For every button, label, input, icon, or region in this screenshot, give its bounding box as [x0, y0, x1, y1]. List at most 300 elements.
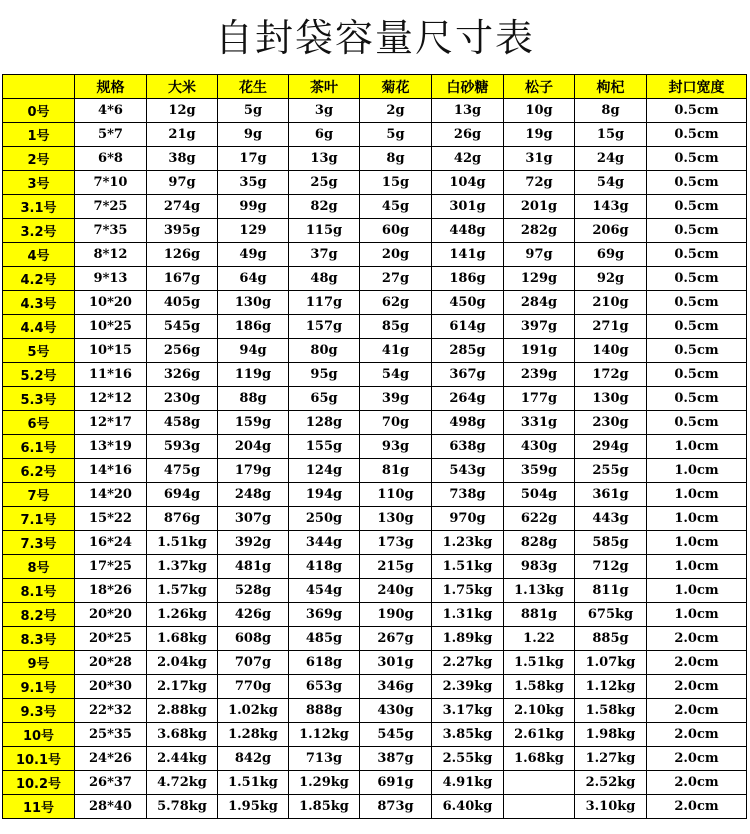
peanut-cell: 49g [218, 243, 289, 267]
chrysanthemum-cell: 54g [360, 363, 432, 387]
tea-cell: 485g [289, 627, 360, 651]
tea-cell: 25g [289, 171, 360, 195]
chrysanthemum-cell: 215g [360, 555, 432, 579]
peanut-cell: 130g [218, 291, 289, 315]
table-row [3, 363, 747, 387]
seal-width-cell: 0.5cm [647, 99, 747, 123]
rice-cell: 3.68kg [147, 723, 218, 747]
size-cell: 9.1号 [3, 675, 75, 699]
peanut-cell: 35g [218, 171, 289, 195]
chrysanthemum-cell: 110g [360, 483, 432, 507]
tea-cell: 48g [289, 267, 360, 291]
size-cell: 9.3号 [3, 699, 75, 723]
pine-nut-cell: 201g [504, 195, 575, 219]
spec-cell: 10*25 [75, 315, 147, 339]
peanut-cell: 186g [218, 315, 289, 339]
pine-nut-cell: 10g [504, 99, 575, 123]
seal-width-cell: 1.0cm [647, 579, 747, 603]
tea-cell: 888g [289, 699, 360, 723]
pine-nut-cell: 1.22 [504, 627, 575, 651]
seal-width-cell: 1.0cm [647, 483, 747, 507]
goji-cell: 585g [575, 531, 647, 555]
sugar-cell: 3.85kg [432, 723, 504, 747]
chrysanthemum-cell: 39g [360, 387, 432, 411]
sugar-cell: 1.23kg [432, 531, 504, 555]
pine-nut-cell: 1.68kg [504, 747, 575, 771]
goji-cell: 294g [575, 435, 647, 459]
chrysanthemum-cell: 873g [360, 795, 432, 819]
table-row [3, 243, 747, 267]
table-row [3, 699, 747, 723]
page-title: 自封袋容量尺寸表 [214, 16, 535, 60]
seal-width-cell: 1.0cm [647, 435, 747, 459]
spec-cell: 13*19 [75, 435, 147, 459]
goji-cell: 3.10kg [575, 795, 647, 819]
tea-cell: 128g [289, 411, 360, 435]
spec-cell: 4*6 [75, 99, 147, 123]
seal-width-cell: 0.5cm [647, 267, 747, 291]
peanut-cell: 481g [218, 555, 289, 579]
spec-cell: 7*35 [75, 219, 147, 243]
pine-nut-cell: 129g [504, 267, 575, 291]
rice-cell: 876g [147, 507, 218, 531]
size-cell: 4.4号 [3, 315, 75, 339]
sugar-cell: 13g [432, 99, 504, 123]
size-cell: 7号 [3, 483, 75, 507]
peanut-cell: 426g [218, 603, 289, 627]
peanut-cell: 179g [218, 459, 289, 483]
size-cell: 2号 [3, 147, 75, 171]
goji-cell: 443g [575, 507, 647, 531]
goji-cell: 1.58kg [575, 699, 647, 723]
goji-cell: 92g [575, 267, 647, 291]
tea-cell: 117g [289, 291, 360, 315]
size-cell: 4号 [3, 243, 75, 267]
pine-nut-cell: 282g [504, 219, 575, 243]
peanut-cell: 608g [218, 627, 289, 651]
peanut-cell: 17g [218, 147, 289, 171]
pine-nut-cell: 191g [504, 339, 575, 363]
table-row [3, 291, 747, 315]
spec-cell: 12*17 [75, 411, 147, 435]
seal-width-cell: 2.0cm [647, 699, 747, 723]
tea-cell: 344g [289, 531, 360, 555]
rice-cell: 405g [147, 291, 218, 315]
pine-nut-cell: 1.13kg [504, 579, 575, 603]
sugar-cell: 2.55kg [432, 747, 504, 771]
rice-cell: 5.78kg [147, 795, 218, 819]
seal-width-cell: 0.5cm [647, 291, 747, 315]
header-cell-corner [3, 75, 75, 99]
spec-cell: 20*30 [75, 675, 147, 699]
spec-cell: 14*20 [75, 483, 147, 507]
peanut-cell: 1.28kg [218, 723, 289, 747]
chrysanthemum-cell: 130g [360, 507, 432, 531]
pine-nut-cell: 19g [504, 123, 575, 147]
tea-cell: 115g [289, 219, 360, 243]
spec-cell: 14*16 [75, 459, 147, 483]
header-cell-chrysanthemum: 菊花 [360, 75, 432, 99]
sugar-cell: 6.40kg [432, 795, 504, 819]
goji-cell: 140g [575, 339, 647, 363]
goji-cell: 361g [575, 483, 647, 507]
spec-cell: 18*26 [75, 579, 147, 603]
sugar-cell: 26g [432, 123, 504, 147]
table-row [3, 435, 747, 459]
chrysanthemum-cell: 45g [360, 195, 432, 219]
rice-cell: 2.17kg [147, 675, 218, 699]
goji-cell: 271g [575, 315, 647, 339]
tea-cell: 95g [289, 363, 360, 387]
table-row [3, 531, 747, 555]
table-row [3, 483, 747, 507]
rice-cell: 545g [147, 315, 218, 339]
spec-cell: 16*24 [75, 531, 147, 555]
seal-width-cell: 2.0cm [647, 795, 747, 819]
spec-cell: 7*25 [75, 195, 147, 219]
pine-nut-cell: 97g [504, 243, 575, 267]
tea-cell: 1.85kg [289, 795, 360, 819]
table-row [3, 795, 747, 819]
size-cell: 5号 [3, 339, 75, 363]
size-cell: 1号 [3, 123, 75, 147]
table-row [3, 411, 747, 435]
seal-width-cell: 0.5cm [647, 387, 747, 411]
chrysanthemum-cell: 387g [360, 747, 432, 771]
seal-width-cell: 2.0cm [647, 627, 747, 651]
sugar-cell: 738g [432, 483, 504, 507]
spec-cell: 20*28 [75, 651, 147, 675]
pine-nut-cell: 2.61kg [504, 723, 575, 747]
size-cell: 4.2号 [3, 267, 75, 291]
peanut-cell: 842g [218, 747, 289, 771]
size-cell: 8号 [3, 555, 75, 579]
rice-cell: 12g [147, 99, 218, 123]
size-cell: 6号 [3, 411, 75, 435]
goji-cell: 712g [575, 555, 647, 579]
goji-cell: 143g [575, 195, 647, 219]
spec-cell: 11*16 [75, 363, 147, 387]
spec-cell: 10*15 [75, 339, 147, 363]
rice-cell: 1.26kg [147, 603, 218, 627]
pine-nut-cell [504, 771, 575, 795]
chrysanthemum-cell: 2g [360, 99, 432, 123]
spec-cell: 10*20 [75, 291, 147, 315]
tea-cell: 1.12kg [289, 723, 360, 747]
peanut-cell: 64g [218, 267, 289, 291]
pine-nut-cell: 397g [504, 315, 575, 339]
sugar-cell: 1.51kg [432, 555, 504, 579]
table-row [3, 99, 747, 123]
seal-width-cell: 2.0cm [647, 747, 747, 771]
sugar-cell: 1.75kg [432, 579, 504, 603]
table-row [3, 603, 747, 627]
spec-cell: 7*10 [75, 171, 147, 195]
seal-width-cell: 0.5cm [647, 315, 747, 339]
table-row [3, 747, 747, 771]
rice-cell: 694g [147, 483, 218, 507]
chrysanthemum-cell: 5g [360, 123, 432, 147]
peanut-cell: 392g [218, 531, 289, 555]
chrysanthemum-cell: 15g [360, 171, 432, 195]
tea-cell: 82g [289, 195, 360, 219]
rice-cell: 326g [147, 363, 218, 387]
header-cell-sugar: 白砂糖 [432, 75, 504, 99]
tea-cell: 653g [289, 675, 360, 699]
table-row [3, 675, 747, 699]
pine-nut-cell: 284g [504, 291, 575, 315]
chrysanthemum-cell: 301g [360, 651, 432, 675]
sugar-cell: 141g [432, 243, 504, 267]
peanut-cell: 159g [218, 411, 289, 435]
rice-cell: 2.44kg [147, 747, 218, 771]
peanut-cell: 307g [218, 507, 289, 531]
rice-cell: 97g [147, 171, 218, 195]
pine-nut-cell: 828g [504, 531, 575, 555]
table-row [3, 723, 747, 747]
chrysanthemum-cell: 60g [360, 219, 432, 243]
tea-cell: 157g [289, 315, 360, 339]
rice-cell: 256g [147, 339, 218, 363]
goji-cell: 8g [575, 99, 647, 123]
spec-cell: 26*37 [75, 771, 147, 795]
goji-cell: 54g [575, 171, 647, 195]
size-cell: 0号 [3, 99, 75, 123]
rice-cell: 1.37kg [147, 555, 218, 579]
table-row [3, 147, 747, 171]
pine-nut-cell: 31g [504, 147, 575, 171]
rice-cell: 475g [147, 459, 218, 483]
sugar-cell: 543g [432, 459, 504, 483]
tea-cell: 155g [289, 435, 360, 459]
rice-cell: 4.72kg [147, 771, 218, 795]
seal-width-cell: 0.5cm [647, 219, 747, 243]
header-cell-goji: 枸杞 [575, 75, 647, 99]
spec-cell: 28*40 [75, 795, 147, 819]
table-row [3, 555, 747, 579]
seal-width-cell: 1.0cm [647, 459, 747, 483]
size-cell: 3.2号 [3, 219, 75, 243]
rice-cell: 167g [147, 267, 218, 291]
sugar-cell: 450g [432, 291, 504, 315]
table-row [3, 123, 747, 147]
goji-cell: 811g [575, 579, 647, 603]
pine-nut-cell: 1.51kg [504, 651, 575, 675]
sugar-cell: 638g [432, 435, 504, 459]
spec-cell: 24*26 [75, 747, 147, 771]
tea-cell: 250g [289, 507, 360, 531]
chrysanthemum-cell: 173g [360, 531, 432, 555]
sugar-cell: 448g [432, 219, 504, 243]
peanut-cell: 119g [218, 363, 289, 387]
goji-cell: 675kg [575, 603, 647, 627]
chrysanthemum-cell: 70g [360, 411, 432, 435]
sugar-cell: 3.17kg [432, 699, 504, 723]
size-cell: 9号 [3, 651, 75, 675]
spec-cell: 17*25 [75, 555, 147, 579]
peanut-cell: 9g [218, 123, 289, 147]
sugar-cell: 2.27kg [432, 651, 504, 675]
peanut-cell: 94g [218, 339, 289, 363]
peanut-cell: 248g [218, 483, 289, 507]
seal-width-cell: 1.0cm [647, 531, 747, 555]
rice-cell: 274g [147, 195, 218, 219]
size-cell: 7.1号 [3, 507, 75, 531]
chrysanthemum-cell: 41g [360, 339, 432, 363]
size-cell: 8.1号 [3, 579, 75, 603]
table-row [3, 171, 747, 195]
tea-cell: 65g [289, 387, 360, 411]
seal-width-cell: 0.5cm [647, 123, 747, 147]
pine-nut-cell: 72g [504, 171, 575, 195]
table-row [3, 219, 747, 243]
peanut-cell: 88g [218, 387, 289, 411]
goji-cell: 130g [575, 387, 647, 411]
spec-cell: 12*12 [75, 387, 147, 411]
rice-cell: 2.88kg [147, 699, 218, 723]
sugar-cell: 285g [432, 339, 504, 363]
peanut-cell: 129 [218, 219, 289, 243]
peanut-cell: 528g [218, 579, 289, 603]
size-cell: 10号 [3, 723, 75, 747]
rice-cell: 230g [147, 387, 218, 411]
goji-cell: 15g [575, 123, 647, 147]
sugar-cell: 367g [432, 363, 504, 387]
sugar-cell: 301g [432, 195, 504, 219]
sugar-cell: 186g [432, 267, 504, 291]
goji-cell: 2.52kg [575, 771, 647, 795]
tea-cell: 194g [289, 483, 360, 507]
table-header-row [3, 75, 747, 99]
capacity-size-table [2, 74, 747, 819]
table-row [3, 339, 747, 363]
chrysanthemum-cell: 267g [360, 627, 432, 651]
seal-width-cell: 0.5cm [647, 339, 747, 363]
table-row [3, 579, 747, 603]
goji-cell: 69g [575, 243, 647, 267]
header-cell-peanut: 花生 [218, 75, 289, 99]
header-cell-pine-nut: 松子 [504, 75, 575, 99]
chrysanthemum-cell: 691g [360, 771, 432, 795]
seal-width-cell: 2.0cm [647, 651, 747, 675]
chrysanthemum-cell: 8g [360, 147, 432, 171]
tea-cell: 418g [289, 555, 360, 579]
pine-nut-cell: 239g [504, 363, 575, 387]
spec-cell: 8*12 [75, 243, 147, 267]
size-cell: 10.1号 [3, 747, 75, 771]
spec-cell: 20*20 [75, 603, 147, 627]
seal-width-cell: 0.5cm [647, 411, 747, 435]
sugar-cell: 1.89kg [432, 627, 504, 651]
pine-nut-cell: 622g [504, 507, 575, 531]
goji-cell: 1.07kg [575, 651, 647, 675]
size-cell: 8.2号 [3, 603, 75, 627]
peanut-cell: 5g [218, 99, 289, 123]
size-cell: 4.3号 [3, 291, 75, 315]
pine-nut-cell: 331g [504, 411, 575, 435]
seal-width-cell: 2.0cm [647, 771, 747, 795]
peanut-cell: 707g [218, 651, 289, 675]
seal-width-cell: 0.5cm [647, 171, 747, 195]
pine-nut-cell: 504g [504, 483, 575, 507]
sugar-cell: 104g [432, 171, 504, 195]
chrysanthemum-cell: 20g [360, 243, 432, 267]
chrysanthemum-cell: 62g [360, 291, 432, 315]
sugar-cell: 42g [432, 147, 504, 171]
table-row [3, 459, 747, 483]
size-cell: 6.2号 [3, 459, 75, 483]
seal-width-cell: 0.5cm [647, 195, 747, 219]
size-cell: 3号 [3, 171, 75, 195]
pine-nut-cell: 430g [504, 435, 575, 459]
chrysanthemum-cell: 240g [360, 579, 432, 603]
rice-cell: 38g [147, 147, 218, 171]
rice-cell: 593g [147, 435, 218, 459]
rice-cell: 1.68kg [147, 627, 218, 651]
sugar-cell: 498g [432, 411, 504, 435]
goji-cell: 1.27kg [575, 747, 647, 771]
sugar-cell: 970g [432, 507, 504, 531]
goji-cell: 885g [575, 627, 647, 651]
tea-cell: 713g [289, 747, 360, 771]
pine-nut-cell: 881g [504, 603, 575, 627]
size-cell: 3.1号 [3, 195, 75, 219]
seal-width-cell: 2.0cm [647, 723, 747, 747]
spec-cell: 5*7 [75, 123, 147, 147]
peanut-cell: 1.02kg [218, 699, 289, 723]
size-cell: 5.2号 [3, 363, 75, 387]
tea-cell: 618g [289, 651, 360, 675]
goji-cell: 172g [575, 363, 647, 387]
table-row [3, 315, 747, 339]
rice-cell: 395g [147, 219, 218, 243]
sugar-cell: 264g [432, 387, 504, 411]
seal-width-cell: 1.0cm [647, 603, 747, 627]
peanut-cell: 770g [218, 675, 289, 699]
spec-cell: 15*22 [75, 507, 147, 531]
table-body [3, 99, 747, 819]
chrysanthemum-cell: 93g [360, 435, 432, 459]
seal-width-cell: 0.5cm [647, 363, 747, 387]
sugar-cell: 1.31kg [432, 603, 504, 627]
size-cell: 6.1号 [3, 435, 75, 459]
size-cell: 10.2号 [3, 771, 75, 795]
chrysanthemum-cell: 545g [360, 723, 432, 747]
pine-nut-cell: 177g [504, 387, 575, 411]
pine-nut-cell: 1.58kg [504, 675, 575, 699]
seal-width-cell: 1.0cm [647, 555, 747, 579]
chrysanthemum-cell: 346g [360, 675, 432, 699]
goji-cell: 24g [575, 147, 647, 171]
sugar-cell: 4.91kg [432, 771, 504, 795]
rice-cell: 21g [147, 123, 218, 147]
peanut-cell: 99g [218, 195, 289, 219]
sugar-cell: 2.39kg [432, 675, 504, 699]
size-cell: 5.3号 [3, 387, 75, 411]
table-row [3, 267, 747, 291]
table-row [3, 387, 747, 411]
seal-width-cell: 0.5cm [647, 243, 747, 267]
size-cell: 7.3号 [3, 531, 75, 555]
goji-cell: 210g [575, 291, 647, 315]
tea-cell: 13g [289, 147, 360, 171]
peanut-cell: 1.95kg [218, 795, 289, 819]
chrysanthemum-cell: 81g [360, 459, 432, 483]
goji-cell: 206g [575, 219, 647, 243]
size-cell: 11号 [3, 795, 75, 819]
goji-cell: 255g [575, 459, 647, 483]
tea-cell: 1.29kg [289, 771, 360, 795]
